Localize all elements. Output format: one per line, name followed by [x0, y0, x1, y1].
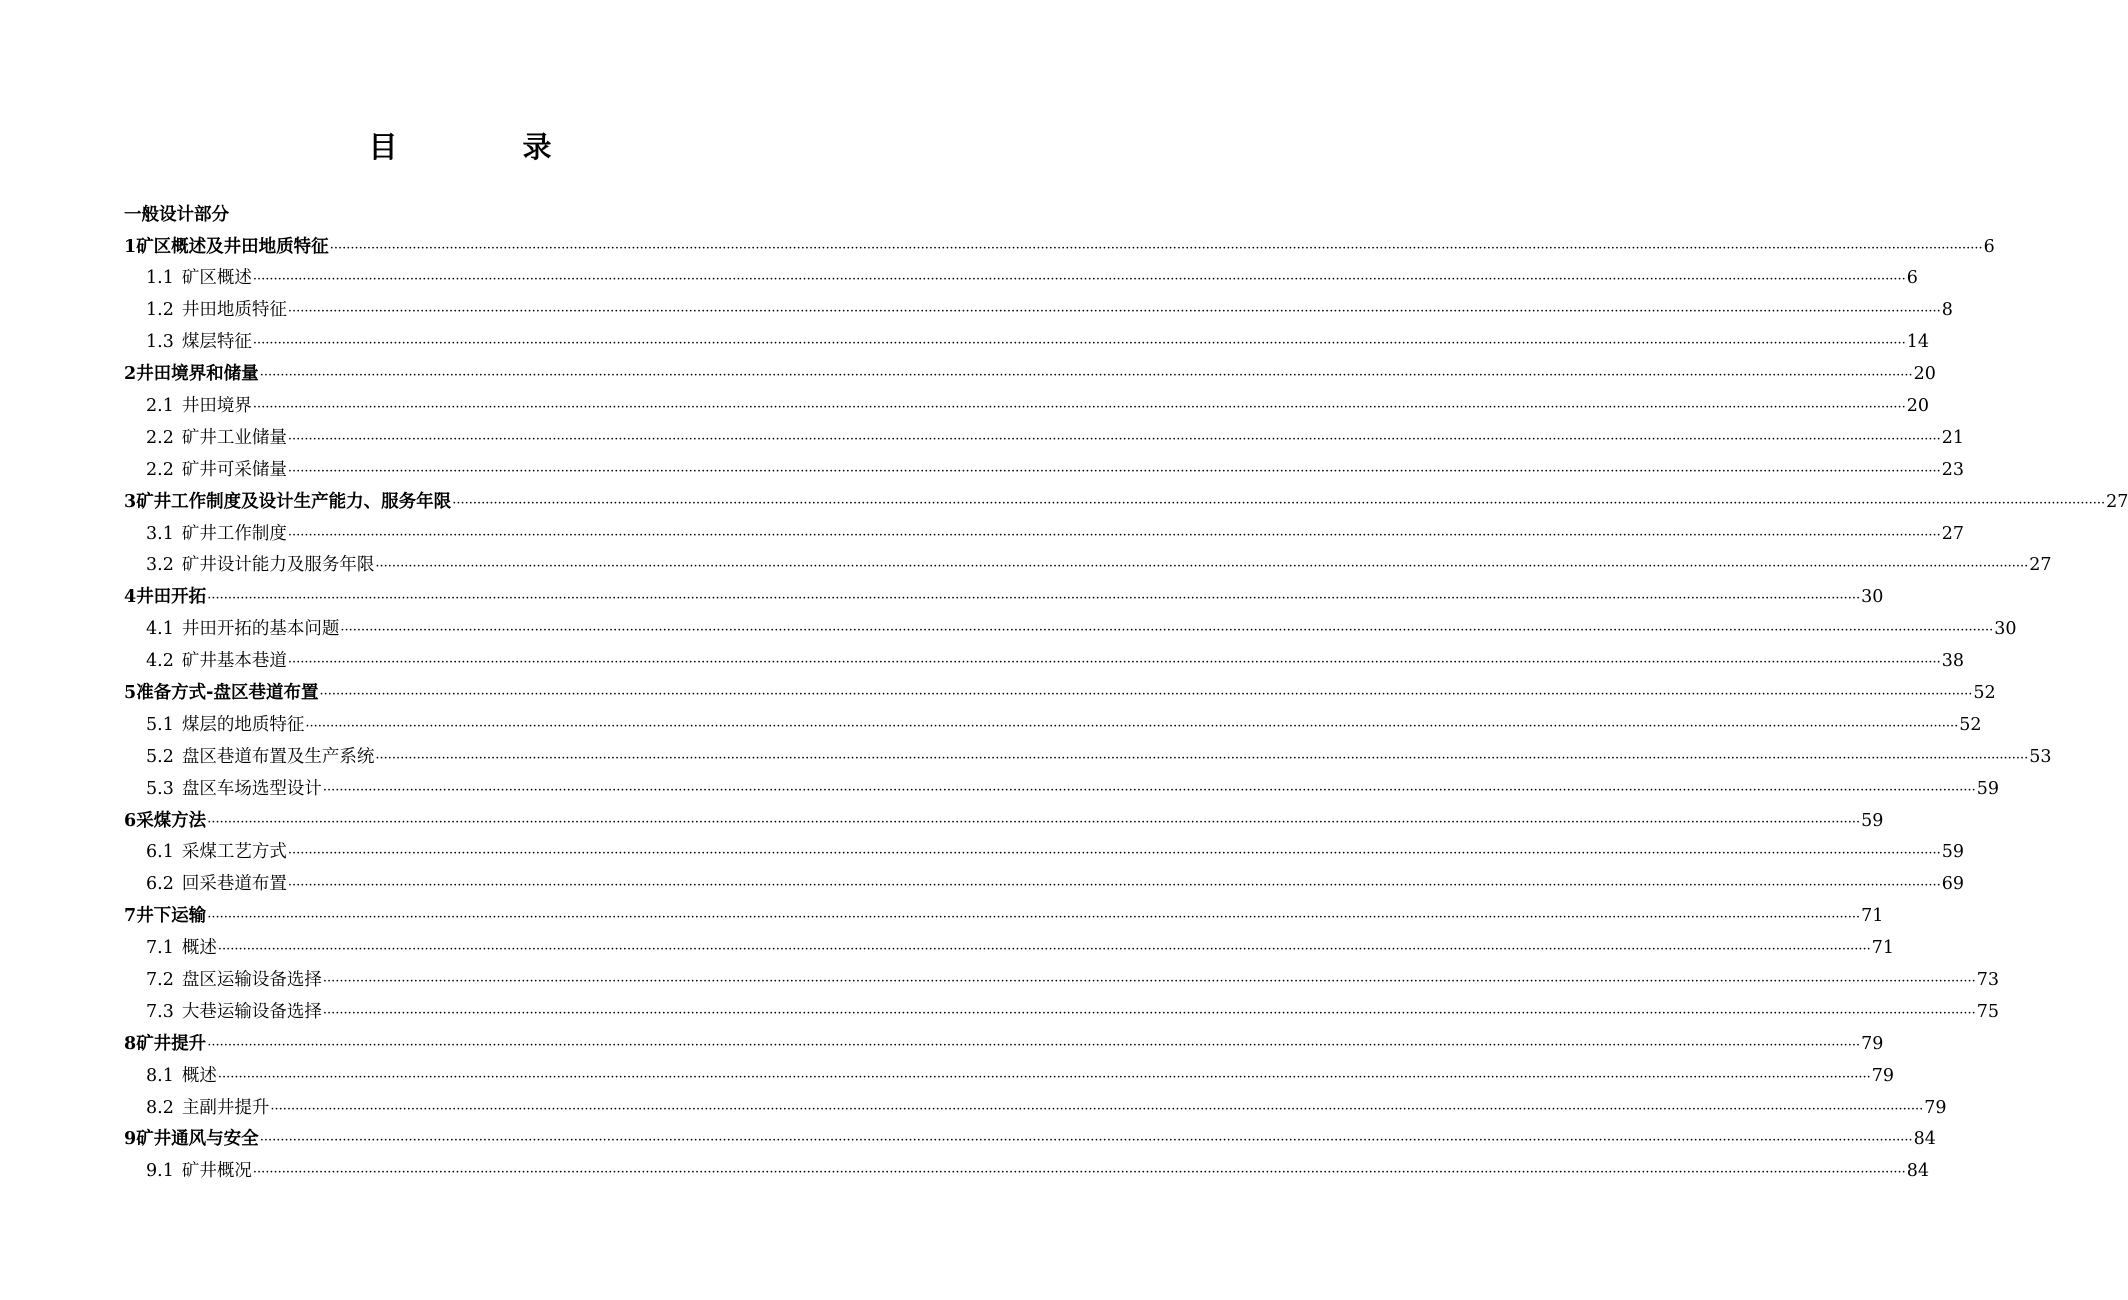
toc-section-entry[interactable]: [0, 869, 1965, 901]
toc-chapter-entry[interactable]: [0, 487, 2128, 519]
toc-entry-page-number: 21: [1941, 427, 1965, 448]
toc-entry-number: 6.1: [146, 842, 174, 863]
toc-entry-label: 矿井基本巷道: [181, 651, 287, 672]
toc-section-entry[interactable]: [0, 997, 2000, 1029]
toc-section-entry[interactable]: [0, 263, 1918, 295]
toc-entry-label: 煤层特征: [181, 332, 252, 353]
toc-entry-page-number: 6: [1906, 268, 1918, 289]
toc-section-header: 一般设计部分: [124, 205, 229, 225]
toc-section-entry[interactable]: [0, 614, 2017, 646]
toc-chapter-entry[interactable]: [0, 678, 1996, 710]
toc-entry-page-number: 6: [1983, 236, 1995, 257]
toc-section-entry[interactable]: [0, 391, 1930, 423]
toc-entry-label: 盘区巷道布置及生产系统: [181, 746, 375, 767]
toc-entry-label: 概述: [181, 938, 217, 959]
toc-entry-number: 9: [124, 1129, 137, 1150]
toc-entry-label: 盘区运输设备选择: [181, 969, 322, 990]
toc-dot-leader: ················································································································································································································································································································································································································: [375, 750, 2029, 766]
toc-entry-number: 2.2: [146, 459, 174, 480]
toc-entry-page-number: 73: [1976, 969, 2000, 990]
toc-entry-page-number: 84: [1906, 1161, 1930, 1182]
toc-dot-leader: ················································································································································································································································································································································································································: [287, 304, 1941, 320]
toc-dot-leader: ················································································································································································································································································································································································································: [287, 463, 1941, 479]
page-title: 目 录: [368, 130, 600, 164]
toc-entry-page-number: 30: [1994, 619, 2017, 640]
toc-dot-leader: ················································································································································································································································································································································································································: [207, 1037, 1861, 1053]
toc-entry-page-number: 8: [1941, 300, 1953, 321]
toc-entry-label: 井田开拓: [136, 587, 207, 608]
toc-entry-number: 1.1: [146, 268, 174, 289]
toc-section-entry[interactable]: [0, 1061, 1895, 1093]
toc-entry-page-number: 69: [1941, 874, 1965, 895]
toc-section-entry[interactable]: [0, 423, 1965, 455]
toc-entry-number: 8.2: [146, 1097, 174, 1118]
toc-section-entry[interactable]: [0, 933, 1895, 965]
toc-section-entry[interactable]: [0, 519, 1965, 551]
toc-entry-label: 矿区概述及井田地质特征: [136, 236, 329, 257]
toc-entry-number: 8: [124, 1033, 137, 1054]
toc-entry-page-number: 59: [1976, 778, 2000, 799]
toc-entry-page-number: 59: [1861, 810, 1884, 831]
toc-entry-label: 矿井工业储量: [181, 427, 287, 448]
toc-dot-leader: ················································································································································································································································································································································································································: [270, 1101, 1924, 1117]
toc-entry-label: 回采巷道布置: [181, 874, 287, 895]
toc-chapter-entry[interactable]: [0, 806, 1884, 838]
toc-entry-number: 1.3: [146, 332, 174, 353]
toc-section-entry[interactable]: [0, 837, 1965, 869]
toc-entry-label: 矿井工作制度: [181, 523, 287, 544]
toc-entry-label: 采煤工艺方式: [181, 842, 287, 863]
toc-chapter-entry[interactable]: [0, 582, 1884, 614]
toc-section-entry[interactable]: [0, 455, 1965, 487]
toc-entry-label: 采煤方法: [136, 810, 207, 831]
toc-entry-page-number: 14: [1906, 332, 1930, 353]
toc-entry-page-number: 27: [1941, 523, 1965, 544]
toc-entry-number: 5.2: [146, 746, 174, 767]
toc-entry-number: 1.2: [146, 300, 174, 321]
toc-entries: [0, 232, 2128, 1189]
toc-entry-number: 1: [124, 236, 137, 257]
toc-entry-number: 3: [124, 491, 137, 512]
toc-entry-page-number: 71: [1861, 906, 1884, 927]
toc-entry-page-number: 71: [1871, 938, 1895, 959]
toc-dot-leader: ················································································································································································································································································································································································································: [305, 718, 1959, 734]
toc-entry-label: 井田地质特征: [181, 300, 287, 321]
toc-entry-label: 矿井工作制度及设计生产能力、服务年限: [136, 491, 452, 512]
toc-dot-leader: ················································································································································································································································································································································································································: [259, 1133, 1913, 1149]
toc-entry-number: 4.2: [146, 651, 174, 672]
toc-section-entry[interactable]: [0, 965, 2000, 997]
toc-chapter-entry[interactable]: [0, 1124, 1936, 1156]
toc-chapter-entry[interactable]: [0, 901, 1884, 933]
toc-entry-page-number: 52: [1973, 682, 1996, 703]
toc-dot-leader: ················································································································································································································································································································································································································: [452, 495, 2106, 511]
toc-entry-page-number: 20: [1913, 364, 1936, 385]
toc-section-entry[interactable]: [0, 550, 2052, 582]
toc-entry-number: 4.1: [146, 619, 174, 640]
toc-entry-number: 9.1: [146, 1161, 174, 1182]
toc-dot-leader: ················································································································································································································································································································································································································: [207, 591, 1861, 607]
toc-entry-number: 5.1: [146, 714, 174, 735]
toc-section-entry[interactable]: [0, 1093, 1947, 1125]
toc-entry-number: 5.3: [146, 778, 174, 799]
toc-entry-page-number: 52: [1959, 714, 1982, 735]
toc-entry-page-number: 53: [2029, 746, 2052, 767]
toc-chapter-entry[interactable]: [0, 1029, 1884, 1061]
toc-dot-leader: ················································································································································································································································································································································································································: [252, 272, 1906, 288]
toc-entry-number: 2.2: [146, 427, 174, 448]
toc-entry-number: 8.1: [146, 1065, 174, 1086]
toc-entry-label: 矿井提升: [136, 1033, 207, 1054]
toc-entry-page-number: 30: [1861, 587, 1884, 608]
toc-entry-page-number: 27: [2029, 555, 2052, 576]
toc-entry-number: 4: [124, 587, 137, 608]
toc-entry-number: 3.2: [146, 555, 174, 576]
toc-entry-number: 5: [124, 682, 137, 703]
toc-dot-leader: ················································································································································································································································································································································································································: [322, 1005, 1976, 1021]
toc-dot-leader: ················································································································································································································································································································································································································: [322, 973, 1976, 989]
toc-entry-label: 概述: [181, 1065, 217, 1086]
toc-entry-number: 7: [124, 906, 137, 927]
toc-section-entry[interactable]: [0, 327, 1930, 359]
toc-entry-number: 7.1: [146, 938, 174, 959]
toc-entry-number: 6.2: [146, 874, 174, 895]
toc-chapter-entry[interactable]: [0, 232, 1995, 264]
toc-section-entry[interactable]: [0, 742, 2052, 774]
toc-entry-page-number: 59: [1941, 842, 1965, 863]
toc-dot-leader: ················································································································································································································································································································································································································: [217, 1069, 1871, 1085]
toc-entry-number: 6: [124, 810, 137, 831]
toc-entry-number: 7.2: [146, 969, 174, 990]
toc-dot-leader: ················································································································································································································································································································································································································: [287, 846, 1941, 862]
toc-entry-page-number: 27: [2106, 491, 2128, 512]
toc-dot-leader: ················································································································································································································································································································································································································: [252, 399, 1906, 415]
toc-dot-leader: ················································································································································································································································································································································································································: [207, 814, 1861, 830]
toc-entry-label: 矿井通风与安全: [136, 1129, 259, 1150]
toc-dot-leader: ················································································································································································································································································································································································································: [207, 910, 1861, 926]
toc-entry-page-number: 79: [1861, 1033, 1884, 1054]
toc-entry-page-number: 79: [1924, 1097, 1947, 1118]
toc-chapter-entry[interactable]: [0, 359, 1936, 391]
toc-entry-page-number: 75: [1976, 1001, 2000, 1022]
toc-section-entry[interactable]: [0, 774, 2000, 806]
toc-section-entry[interactable]: [0, 295, 1953, 327]
toc-entry-label: 煤层的地质特征: [181, 714, 305, 735]
toc-dot-leader: ················································································································································································································································································································································································································: [329, 240, 1983, 256]
toc-entry-number: 7.3: [146, 1001, 174, 1022]
toc-dot-leader: ················································································································································································································································································································································································································: [319, 686, 1973, 702]
toc-entry-label: 盘区车场选型设计: [181, 778, 322, 799]
toc-dot-leader: ················································································································································································································································································································································································································: [322, 782, 1976, 798]
toc-entry-label: 井下运输: [136, 906, 207, 927]
toc-dot-leader: ················································································································································································································································································································································································································: [217, 942, 1871, 958]
toc-entry-label: 井田开拓的基本问题: [181, 619, 340, 640]
toc-dot-leader: ················································································································································································································································································································································································································: [252, 336, 1906, 352]
toc-entry-page-number: 23: [1941, 459, 1965, 480]
toc-dot-leader: ················································································································································································································································································································································································································: [287, 655, 1941, 671]
toc-dot-leader: ················································································································································································································································································································································································································: [287, 431, 1941, 447]
toc-section-entry[interactable]: [0, 646, 1965, 678]
toc-section-entry[interactable]: [0, 710, 1982, 742]
toc-entry-label: 矿井概况: [181, 1161, 252, 1182]
toc-dot-leader: ················································································································································································································································································································································································································: [375, 559, 2029, 575]
toc-entry-page-number: 38: [1941, 651, 1965, 672]
toc-entry-label: 矿井可采储量: [181, 459, 287, 480]
toc-dot-leader: ················································································································································································································································································································································································································: [340, 623, 1994, 639]
toc-entry-label: 井田境界和储量: [136, 364, 259, 385]
toc-entry-label: 准备方式-盘区巷道布置: [136, 682, 319, 703]
toc-dot-leader: ················································································································································································································································································································································································································: [259, 368, 1913, 384]
toc-dot-leader: ················································································································································································································································································································································································································: [252, 1165, 1906, 1181]
toc-dot-leader: ················································································································································································································································································································································································································: [287, 878, 1941, 894]
toc-entry-label: 井田境界: [181, 395, 252, 416]
toc-entry-label: 矿井设计能力及服务年限: [181, 555, 375, 576]
toc-entry-label: 大巷运输设备选择: [181, 1001, 322, 1022]
toc-entry-label: 矿区概述: [181, 268, 252, 289]
toc-entry-number: 2.1: [146, 395, 174, 416]
toc-section-entry[interactable]: [0, 1156, 1930, 1188]
toc-entry-number: 3.1: [146, 523, 174, 544]
toc-entry-number: 2: [124, 364, 137, 385]
toc-entry-page-number: 84: [1913, 1129, 1936, 1150]
toc-entry-label: 主副井提升: [181, 1097, 270, 1118]
toc-entry-page-number: 20: [1906, 395, 1930, 416]
toc-entry-page-number: 79: [1871, 1065, 1895, 1086]
toc-dot-leader: ················································································································································································································································································································································································································: [287, 527, 1941, 543]
